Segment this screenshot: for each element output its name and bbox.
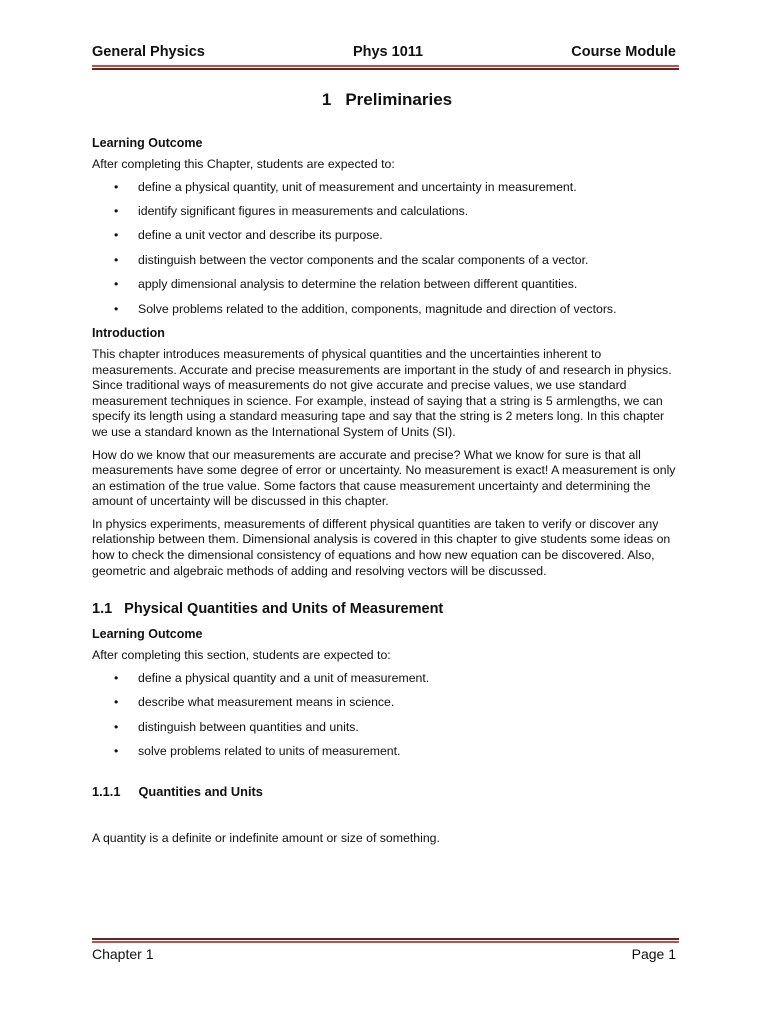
bullet-icon: • [114, 228, 119, 243]
header-rule-light [92, 65, 679, 67]
list-item: • describe what measurement means in science. [114, 695, 395, 710]
introduction-heading: Introduction [92, 325, 165, 340]
header-course-name: General Physics [92, 44, 205, 60]
list-item: • define a physical quantity and a unit of measurement. [114, 670, 430, 685]
bullet-icon: • [114, 744, 119, 759]
list-item: • apply dimensional analysis to determine the relation between different quantities. [114, 277, 578, 292]
chapter-outcome-heading: Learning Outcome [92, 136, 203, 150]
chapter-title-text: Preliminaries [345, 90, 453, 109]
footer-page-number: Page 1 [631, 946, 676, 962]
bullet-icon: • [114, 179, 119, 194]
page-header [92, 44, 676, 60]
subsection-body: A quantity is a definite or indefinite amount or size of something. [92, 830, 440, 845]
footer-chapter-label: Chapter 1 [92, 946, 154, 962]
introduction-paragraph: This chapter introduces measurements of physical quantities and the uncertainties inherent to measurements. Accurate and precise measurements are important in the study of and research in physics. Since traditional ways of measurements do not give accurate and precise values, we use standard measurement techniques in science. For example, instead of saying that a string is 5 armlengths, we can specify its length using a standard measuring tape and say that the string is 2 meters long. In this chapter we use a standard known as the International System of Units (SI). [92, 346, 672, 439]
bullet-icon: • [114, 719, 119, 734]
section-outcome-heading: Learning Outcome [92, 627, 203, 642]
section-outcome-list [92, 671, 682, 760]
chapter-title [92, 90, 682, 110]
subsection-title [92, 784, 682, 799]
footer-rule-light [92, 941, 679, 943]
bullet-icon: • [114, 203, 119, 218]
bullet-icon: • [114, 252, 119, 267]
subsection-title-text: Quantities and Units [138, 783, 263, 799]
bullet-icon: • [114, 670, 119, 685]
list-item: • distinguish between the vector components and the scalar components of a vector. [114, 252, 589, 267]
header-module-label: Course Module [571, 44, 676, 60]
page-footer [92, 946, 676, 962]
introduction-paragraph: How do we know that our measurements are accurate and precise? What we know for sure is that all measurements have some degree of error or uncertainty. No measurement is exact! A measurement is only an estimation of the true value. Some factors that cause measurement uncertainty and determining the amount of uncertainty will be discussed in this chapter. [92, 447, 676, 509]
chapter-number: 1 [321, 90, 332, 109]
list-item: • Solve problems related to the addition, components, magnitude and direction of vectors. [114, 301, 617, 316]
header-rule-dark [92, 68, 679, 70]
list-item: • identify significant figures in measurements and calculations. [114, 203, 469, 218]
bullet-icon: • [114, 277, 119, 292]
list-item: • solve problems related to units of measurement. [114, 744, 401, 759]
list-item: • distinguish between quantities and units. [114, 719, 359, 734]
introduction-paragraph: In physics experiments, measurements of different physical quantities are taken to verify or discover any relationship between them. Dimensional analysis is covered in this chapter to give students some ideas on how to check the dimensional consistency of equations and how new equation can be discovered. Also, geometric and algebraic methods of adding and resolving vectors will be discussed. [92, 516, 671, 578]
section-outcome-intro: After completing this section, students are expected to: [92, 648, 391, 663]
list-item: • define a unit vector and describe its purpose. [114, 228, 383, 243]
footer-rule-dark [92, 938, 679, 940]
chapter-outcome-intro: After completing this Chapter, students are expected to: [92, 157, 395, 171]
section-title-text: Physical Quantities and Units of Measurement [124, 601, 444, 618]
section-title [92, 601, 682, 617]
subsection-number: 1.1.1 [92, 783, 121, 799]
chapter-outcome-list [92, 180, 682, 318]
bullet-icon: • [114, 695, 119, 710]
bullet-icon: • [114, 301, 119, 316]
section-number: 1.1 [92, 601, 113, 618]
page-content [92, 88, 682, 853]
list-item: • define a physical quantity, unit of measurement and uncertainty in measurement. [114, 179, 577, 194]
header-course-code: Phys 1011 [352, 44, 424, 60]
